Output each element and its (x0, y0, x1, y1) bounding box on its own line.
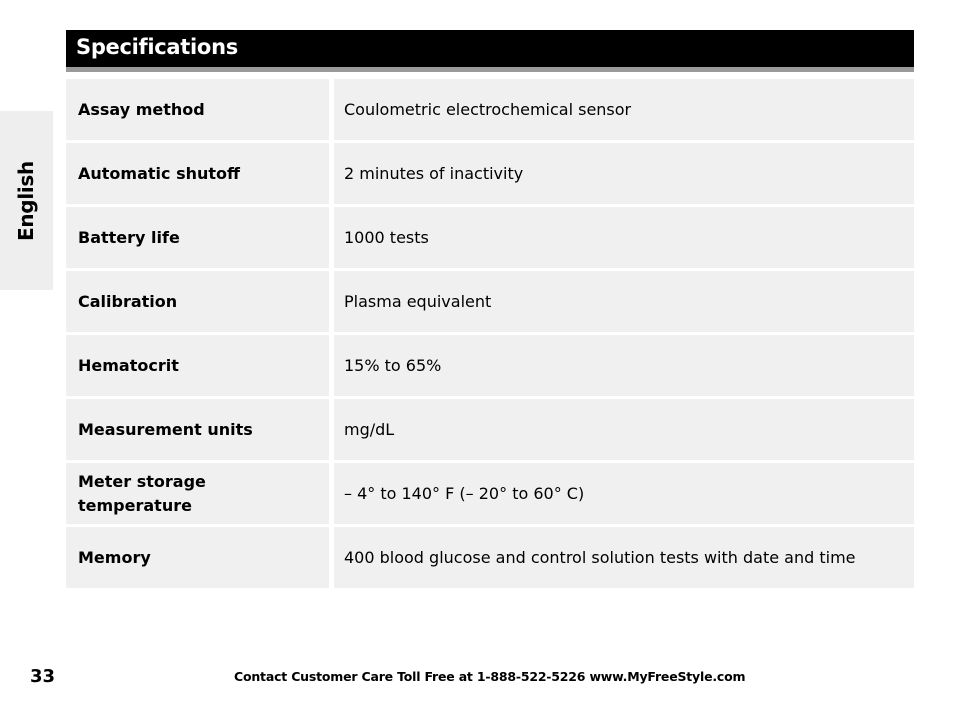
spec-label: Calibration (66, 271, 329, 332)
spec-row-measurement-units (66, 399, 914, 460)
spec-value: 1000 tests (334, 207, 914, 268)
section-title: Specifications (76, 35, 238, 59)
spec-row-assay-method (66, 79, 914, 140)
spec-label: Hematocrit (66, 335, 329, 396)
spec-label: Meter storage temperature (66, 463, 329, 524)
spec-row-automatic-shutoff (66, 143, 914, 204)
spec-label: Memory (66, 527, 329, 588)
spec-value: 400 blood glucose and control solution tests with date and time (334, 527, 914, 588)
page-number: 33 (30, 666, 56, 687)
spec-value: Coulometric electrochemical sensor (334, 79, 914, 140)
spec-row-battery-life (66, 207, 914, 268)
footer-contact: Contact Customer Care Toll Free at 1-888-522-5226 www.MyFreeStyle.com (234, 669, 746, 684)
spec-row-meter-storage-temperature (66, 463, 914, 524)
spec-value: 15% to 65% (334, 335, 914, 396)
spec-label: Battery life (66, 207, 329, 268)
section-header (66, 30, 914, 67)
spec-label: Automatic shutoff (66, 143, 329, 204)
spec-label: Assay method (66, 79, 329, 140)
spec-row-hematocrit (66, 335, 914, 396)
spec-label: Measurement units (66, 399, 329, 460)
spec-value: mg/dL (334, 399, 914, 460)
language-tab-label: English (14, 161, 38, 241)
spec-value: Plasma equivalent (334, 271, 914, 332)
specifications-table (66, 79, 914, 591)
language-tab (0, 111, 53, 290)
header-divider (66, 67, 914, 72)
spec-value: – 4° to 140° F (– 20° to 60° C) (334, 463, 914, 524)
spec-row-memory (66, 527, 914, 588)
spec-row-calibration (66, 271, 914, 332)
spec-value: 2 minutes of inactivity (334, 143, 914, 204)
